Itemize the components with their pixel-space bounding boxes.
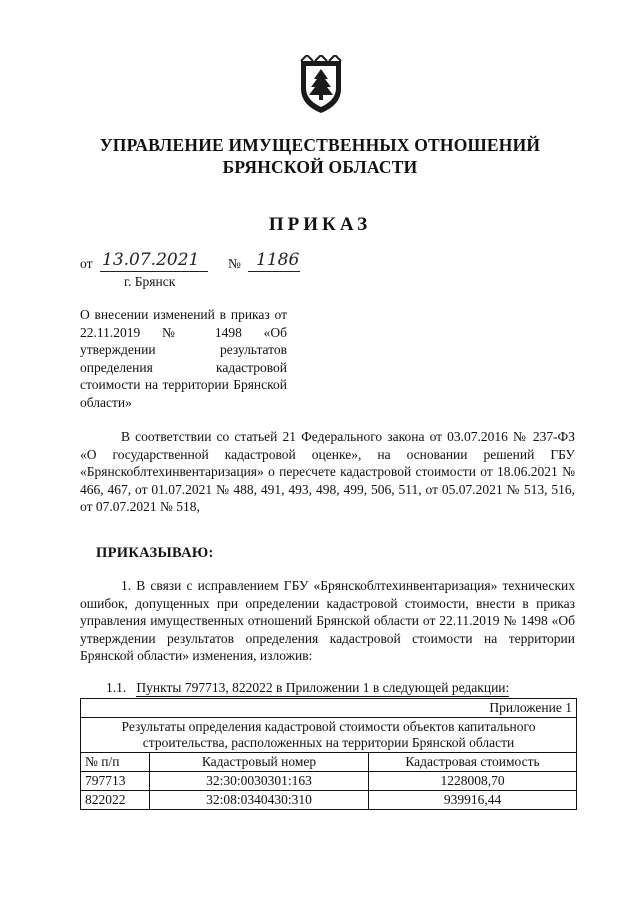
cadastral-value-table: [80, 698, 577, 810]
number-underline: [248, 271, 300, 272]
appendix-label: Приложение 1: [81, 699, 577, 718]
item-1-1-line: [106, 680, 509, 696]
org-line-1: УПРАВЛЕНИЕ ИМУЩЕСТВЕННЫХ ОТНОШЕНИЙ: [99, 135, 541, 155]
table-row: [81, 772, 577, 791]
cell-row-number: 822022: [81, 791, 150, 810]
order-subject: О внесении изменений в приказ от 22.11.2019 № 1498 «Об утверждении результатов определения кадастровой стоимости на территории Брянской области»: [80, 307, 287, 410]
table-caption-row: [81, 718, 577, 753]
handwritten-number: 1186: [256, 250, 300, 270]
header-row-number: № п/п: [81, 753, 150, 772]
decree-word: ПРИКАЗЫВАЮ:: [96, 545, 214, 561]
cell-row-number: 797713: [81, 772, 150, 791]
table-row: [81, 791, 577, 810]
organization-name: [60, 134, 580, 178]
cell-cadastral-number: 32:30:0030301:163: [150, 772, 369, 791]
date-underline: [100, 271, 208, 272]
date-prefix: от: [80, 256, 93, 271]
table-appendix-row: [81, 699, 577, 718]
item-1-1-text: Пункты 797713, 822022 в Приложении 1 в следующей редакции:: [136, 680, 510, 695]
cell-cadastral-value: 939916,44: [369, 791, 577, 810]
header-cadastral-value: Кадастровая стоимость: [369, 753, 577, 772]
table-header-row: [81, 753, 577, 772]
cell-cadastral-number: 32:08:0340430:310: [150, 791, 369, 810]
item-1-1-number: 1.1.: [106, 680, 127, 695]
order-date-number-line: [80, 252, 380, 274]
preamble-paragraph: В соответствии со статьей 21 Федерального закона от 03.07.2016 № 237-ФЗ «О государственной кадастровой оценке», на основании решений ГБУ «Брянскоблтехинвентаризация» о пересчете кадастровой стоимости от 18.06.2021 № 466, 467, от 01.07.2021 № 488, 491, 493, 498, 499, 506, 511, от 05.07.2021 № 513, 516, от 07.07.2021 № 518,: [80, 429, 575, 514]
number-prefix: №: [228, 256, 241, 271]
org-line-2: БРЯНСКОЙ ОБЛАСТИ: [222, 157, 418, 177]
bryansk-coat-of-arms-icon: [298, 55, 344, 115]
table-caption: Результаты определения кадастровой стоимости объектов капитального строительства, расположенных на территории Брянской области: [81, 718, 577, 753]
document-type-title: ПРИКАЗ: [268, 214, 372, 235]
city-label: г. Брянск: [124, 274, 176, 289]
header-cadastral-number: Кадастровый номер: [150, 753, 369, 772]
cell-cadastral-value: 1228008,70: [369, 772, 577, 791]
item-1-paragraph: 1. В связи с исправлением ГБУ «Брянскоблтехинвентаризация» технических ошибок, допущенных при определении кадастровой стоимости, внести в приказ управления имущественных отношений Брянской области от 22.11.2019 № 1498 «Об утверждении результатов определения кадастровой стоимости на территории Брянской области» изменения, изложив:: [80, 578, 575, 663]
handwritten-date: 13.07.2021: [102, 250, 200, 270]
